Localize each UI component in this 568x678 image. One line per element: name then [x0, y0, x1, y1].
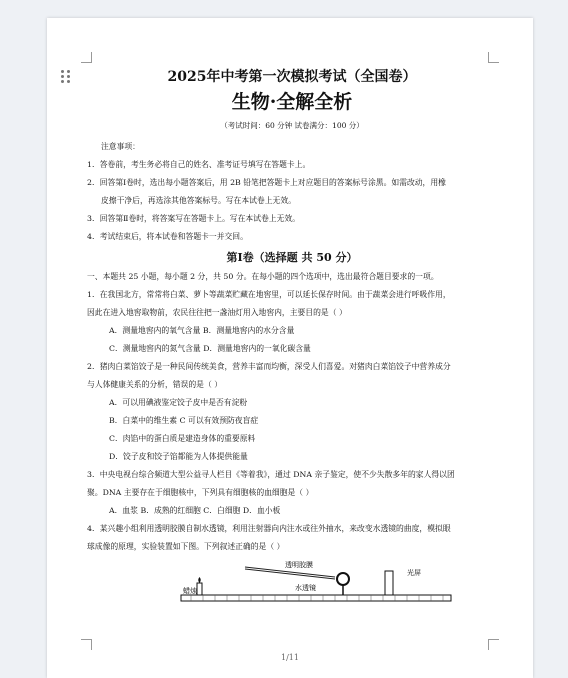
label-syringe: 透明胶膜 — [285, 561, 313, 569]
question-2-option-c: C．肉馅中的蛋白质是建造身体的重要原料 — [109, 434, 256, 443]
question-2-stem: 2．猪肉白菜馅饺子是一种民间传统美食，营养丰富而均衡，深受人们喜爱。对猪肉白菜馅饺子中营养成分 — [87, 362, 451, 371]
question-3-options: A．血浆 B．成熟的红细胞 C．白细胞 D．血小板 — [109, 506, 281, 515]
label-screen: 光屏 — [407, 569, 421, 577]
question-3-stem: 聚。DNA 主要存在于细胞核中，下列具有细胞核的血细胞是（ ） — [87, 488, 314, 497]
question-2-option-a: A．可以用碘液鉴定饺子皮中是否有淀粉 — [109, 398, 248, 407]
crop-mark-bottom-right — [488, 639, 499, 650]
document-content — [87, 66, 497, 603]
lens-experiment-figure — [175, 557, 475, 603]
question-1-options: C．测量地窖内的氮气含量 D．测量地窖内的一氧化碳含量 — [109, 344, 311, 353]
water-lens-icon — [337, 573, 349, 585]
question-2-option-d: D．饺子皮和饺子馅都能为人体提供能量 — [109, 452, 248, 461]
question-1-stem: 1．在我国北方，常常将白菜、萝卜等蔬菜贮藏在地窖里，可以延长保存时间。由于蔬菜会进行呼吸作用， — [87, 290, 451, 299]
label-water-lens: 水透镜 — [295, 584, 316, 592]
question-4-stem: 球成像的原理，实验装置如下图。下列叙述正确的是（ ） — [87, 542, 285, 551]
section-intro: 一、本题共 25 小题，每小题 2 分，共 50 分。在每小题的四个选项中，选出最符合题目要求的一项。 — [87, 272, 439, 281]
label-candle: 蜡烛 — [183, 587, 197, 595]
notice-heading: 注意事项： — [101, 142, 140, 151]
optical-bench — [181, 595, 451, 601]
section-title: 第Ⅰ卷（选择题 共 50 分） — [226, 251, 358, 264]
notice-item: 1．答卷前，考生务必将自己的姓名、准考证号填写在答题卡上。 — [87, 160, 311, 169]
question-1-stem: 因此在进入地窖取物前，农民往往把一盏油灯用入地窖内，主要目的是（ ） — [87, 308, 347, 317]
crop-mark-bottom-left — [81, 639, 92, 650]
screen-icon — [385, 571, 393, 595]
candle-icon — [197, 583, 202, 595]
page-number: 1/11 — [281, 653, 299, 662]
notice-item: 4．考试结束后，将本试卷和答题卡一并交回。 — [87, 232, 248, 241]
crop-mark-top-left — [81, 52, 92, 63]
crop-mark-top-right — [488, 52, 499, 63]
exam-title: 2025年中考第一次模拟考试（全国卷） — [167, 69, 417, 85]
drag-handle-icon[interactable] — [61, 70, 71, 84]
document-page — [47, 18, 533, 678]
exam-meta: （考试时间：60 分钟 试卷满分：100 分） — [220, 121, 364, 130]
lens-experiment-diagram — [175, 557, 475, 603]
question-1-options: A．测量地窖内的氧气含量 B．测量地窖内的水分含量 — [109, 326, 295, 335]
question-2-stem: 与人体健康关系的分析，错误的是（ ） — [87, 380, 223, 389]
notice-item: 3．回答第Ⅱ卷时，将答案写在答题卡上。写在本试卷上无效。 — [87, 214, 300, 223]
question-2-option-b: B．白菜中的维生素 C 可以有效预防夜盲症 — [109, 416, 259, 425]
exam-subtitle: 生物·全解全析 — [231, 91, 353, 113]
question-4-stem: 4．某兴趣小组利用透明胶膜自制水透镜，利用注射器向内注水或往外抽水，来改变水透镜的曲度，模拟眼 — [87, 524, 451, 533]
notice-item: 皮擦干净后，再选涂其他答案标号。写在本试卷上无效。 — [101, 196, 296, 205]
notice-item: 2．回答第Ⅰ卷时，选出每小题答案后，用 2B 铅笔把答题卡上对应题目的答案标号涂黑。如需改动，用橡 — [87, 178, 446, 187]
question-3-stem: 3．中央电视台综合频道大型公益寻人栏目《等着我》，通过 DNA 亲子鉴定，使不少失散多年的家人得以团 — [87, 470, 455, 479]
